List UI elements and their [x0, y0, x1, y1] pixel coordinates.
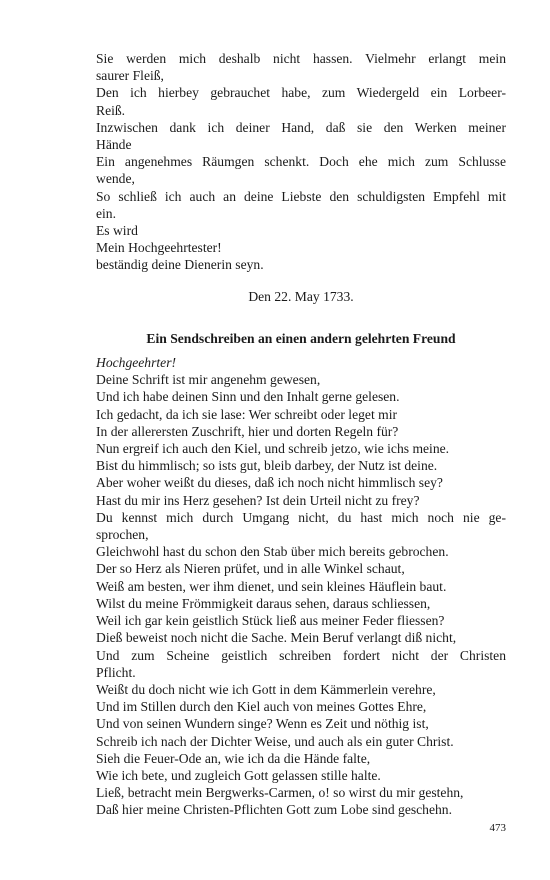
- verse-line: Weiß am besten, wer ihm dienet, und sein kleines Häuflein baut.: [96, 578, 447, 594]
- verse-line: Und zum Scheine geistlich schreiben fordert nicht der Christen: [96, 647, 506, 663]
- verse-line: In der allerersten Zuschrift, hier und dorten Regeln für?: [96, 423, 399, 439]
- verse-line: sprochen,: [96, 527, 149, 543]
- verse-line: Schreib ich nach der Dichter Weise, und auch als ein guter Christ.: [96, 733, 454, 749]
- text-line: ein.: [96, 205, 117, 221]
- text-line: Es wird: [96, 223, 138, 239]
- page-number: 473: [489, 822, 506, 834]
- text-line: Den ich hierbey gebrauchet habe, zum Wiedergeld ein Lorbeer-: [96, 85, 506, 101]
- verse-line: Dieß beweist noch nicht die Sache. Mein Beruf verlangt diß nicht,: [96, 630, 457, 646]
- verse-line: Und von seinen Wundern singe? Wenn es Zeit und nöthig ist,: [96, 716, 429, 732]
- salutation: Hochgeehrter!: [96, 355, 177, 371]
- verse-line: Sieh die Feuer-Ode an, wie ich da die Hände falte,: [96, 750, 371, 766]
- text-line: Hände: [96, 137, 132, 153]
- verse-line: Und im Stillen durch den Kiel auch von meines Gottes Ehre,: [96, 699, 427, 715]
- text-line: Reiß.: [96, 102, 126, 118]
- verse-line: Du kennst mich durch Umgang nicht, du hast mich noch nie ge-: [96, 509, 506, 525]
- verse-line: Nun ergreif ich auch den Kiel, und schreib jetzo, wie ichs meine.: [96, 441, 450, 457]
- verse-line: Wie ich bete, und zugleich Gott gelassen stille halte.: [96, 767, 381, 783]
- verse-line: Wilst du meine Frömmigkeit daraus sehen, daraus schliessen,: [96, 595, 431, 611]
- text-line: saurer Fleiß,: [96, 68, 164, 84]
- text-line: Sie werden mich deshalb nicht hassen. Vielmehr erlangt mein: [96, 51, 506, 66]
- text-line: Inzwischen dank ich deiner Hand, daß sie den Werken meiner: [96, 119, 506, 135]
- verse-line: Pflicht.: [96, 664, 136, 680]
- verse-line: Der so Herz als Nieren prüfet, und in alle Winkel schaut,: [96, 561, 405, 577]
- verse-line: Ließ, betracht mein Bergwerks-Carmen, o! so wirst du mir gestehn,: [96, 785, 464, 801]
- verse-line: Hast du mir ins Herz gesehen? Ist dein Urteil nicht zu frey?: [96, 492, 420, 508]
- verse-line: Weißt du doch nicht wie ich Gott in dem Kämmerlein verehre,: [96, 681, 436, 697]
- text-line: beständig deine Dienerin seyn.: [96, 257, 264, 273]
- text-line: wende,: [96, 171, 135, 187]
- verse-line: Weil ich gar kein geistlich Stück ließ aus meiner Feder fliessen?: [96, 613, 445, 629]
- text-line: Mein Hochgeehrtester!: [96, 240, 222, 256]
- page-body: [96, 50, 506, 819]
- verse-line: Daß hier meine Christen-Pflichten Gott zum Lobe sind geschehn.: [96, 802, 452, 818]
- letter-ending: [96, 50, 506, 274]
- spacer: [96, 274, 506, 288]
- poem-title: Ein Sendschreiben an einen andern gelehrten Freund: [146, 330, 456, 346]
- verse-line: Bist du himmlisch; so ists gut, bleib darbey, der Nutz ist deine.: [96, 458, 438, 474]
- letter-date: Den 22. May 1733.: [248, 288, 354, 304]
- text-line: Ein angenehmes Räumgen schenkt. Doch ehe mich zum Schlusse: [96, 154, 506, 170]
- verse-line: Aber woher weißt du dieses, daß ich noch nicht himmlisch sey?: [96, 475, 443, 491]
- poem-body: [96, 371, 506, 818]
- verse-line: Deine Schrift ist mir angenehm gewesen,: [96, 372, 321, 388]
- verse-line: Ich gedacht, da ich sie lase: Wer schreibt oder leget mir: [96, 406, 397, 422]
- verse-line: Und ich habe deinen Sinn und den Inhalt gerne gelesen.: [96, 389, 400, 405]
- text-line: So schließ ich auch an deine Liebste den schuldigsten Empfehl mit: [96, 188, 506, 204]
- verse-line: Gleichwohl hast du schon den Stab über mich bereits gebrochen.: [96, 544, 449, 560]
